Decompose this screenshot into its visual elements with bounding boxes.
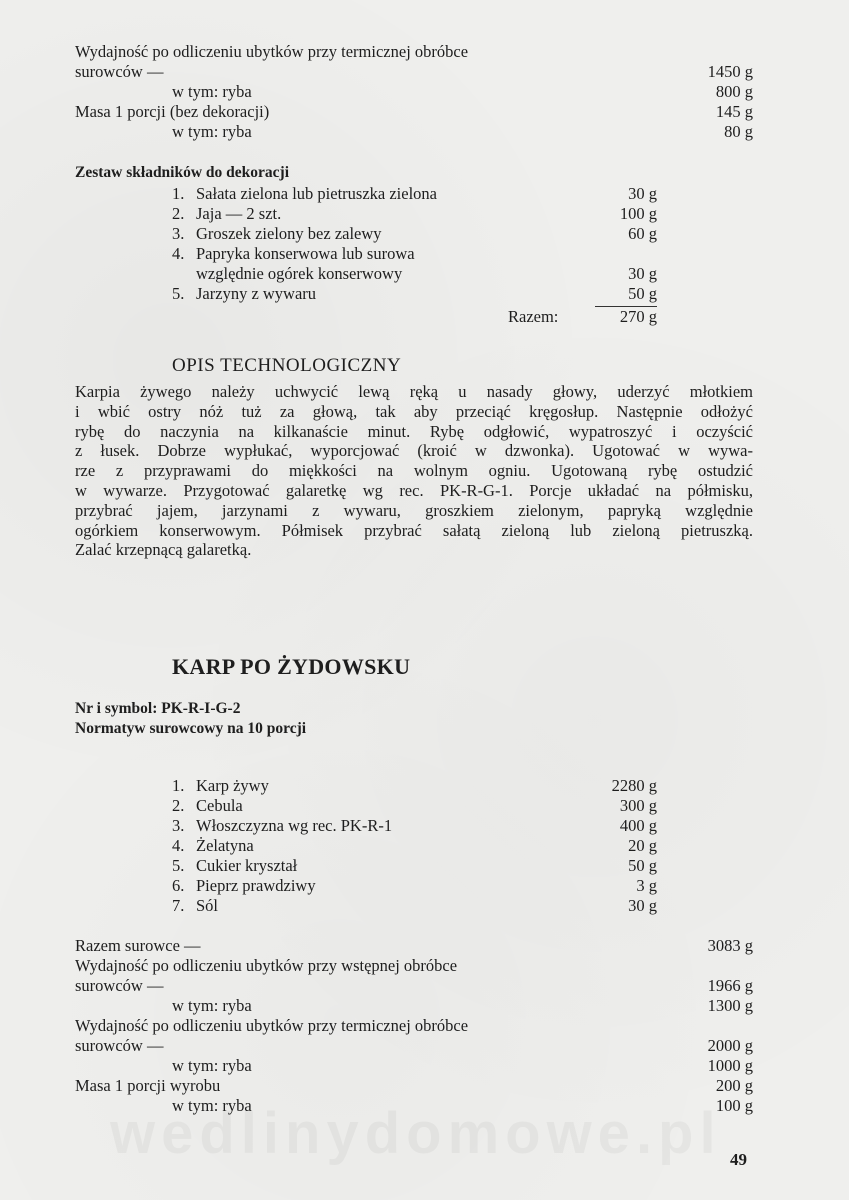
yield-initial-label-cont: surowców —	[75, 976, 164, 995]
item-name: Jaja — 2 szt.	[196, 204, 282, 223]
yield-thermal-label-cont: surowców —	[75, 1036, 164, 1055]
item-number: 4.	[172, 836, 185, 855]
section-heading: OPIS TECHNOLOGICZNY	[172, 355, 402, 376]
item-name: Sól	[196, 896, 219, 915]
list-item	[172, 776, 269, 796]
list-item	[172, 816, 392, 836]
paragraph-line: przybrać jajem, jarzynami z wywaru, groszkiem zielonym, papryką względnie	[75, 500, 753, 520]
paragraph-line: rze z przyprawami do miękkości na wolnym ogniu. Ugotowaną rybę ostudzić	[75, 461, 753, 481]
item-name: Sałata zielona lub pietruszka zielona	[196, 184, 437, 203]
list-item	[172, 184, 437, 204]
item-name: Cebula	[196, 796, 243, 815]
list-item	[172, 284, 316, 304]
item-number: 4.	[172, 244, 185, 263]
portion-value: 145 g	[715, 102, 753, 121]
item-name: Karp żywy	[196, 776, 269, 795]
yield-thermal-value: 2000 g	[707, 1036, 753, 1055]
raw-total-value: 3083 g	[707, 936, 753, 955]
yield-thermal-label-cont: surowców —	[75, 62, 164, 81]
item-number: 7.	[172, 896, 185, 915]
list-item	[172, 796, 243, 816]
item-name: Jarzyny z wywaru	[196, 284, 317, 303]
decoration-heading: Zestaw składników do dekoracji	[75, 164, 290, 181]
item-qty: 20 g	[628, 836, 657, 855]
yield-initial-value: 1966 g	[707, 976, 753, 995]
item-number: 1.	[172, 776, 185, 795]
item-qty: 30 g	[628, 184, 657, 203]
yield-initial-label: Wydajność po odliczeniu ubytków przy wstępnej obróbce	[75, 956, 458, 975]
portion-value: 200 g	[715, 1076, 753, 1095]
paragraph-line: ogórkiem konserwowym. Półmisek przybrać sałatą zieloną lub zieloną pietruszką.	[75, 520, 753, 540]
item-qty: 50 g	[628, 284, 657, 303]
fish-label: w tym: ryba	[172, 996, 252, 1015]
list-item	[172, 836, 254, 856]
portion-label: Masa 1 porcji wyrobu	[75, 1076, 221, 1095]
paragraph-line: Karpia żywego należy uchwycić lewą ręką u nasady głowy, uderzyć młotkiem	[75, 382, 753, 401]
item-number: 3.	[172, 224, 185, 243]
item-qty: 3 g	[636, 876, 657, 895]
paragraph-line: w wywarze. Przygotować galaretkę wg rec. PK-R-G-1. Porcje układać na półmisku,	[75, 480, 753, 500]
total-label: Razem:	[508, 307, 559, 326]
item-qty: 50 g	[628, 856, 657, 875]
item-number: 2.	[172, 796, 185, 815]
item-qty: 60 g	[628, 224, 657, 243]
item-name: Cukier kryształ	[196, 856, 298, 875]
list-item	[172, 876, 316, 896]
raw-total-label: Razem surowce —	[75, 936, 201, 955]
item-number: 1.	[172, 184, 185, 203]
paragraph-line: Zalać krzepnącą galaretką.	[75, 540, 252, 560]
item-qty: 2280 g	[611, 776, 657, 795]
item-name: Żelatyna	[196, 836, 254, 855]
fish-label: w tym: ryba	[172, 82, 252, 101]
yield-thermal-fish-value: 1000 g	[707, 1056, 753, 1075]
total-value: 270 g	[619, 307, 657, 326]
item-number: 2.	[172, 204, 185, 223]
item-name-cont: względnie ogórek konserwowy	[196, 264, 403, 283]
item-number: 5.	[172, 284, 185, 303]
fish-label: w tym: ryba	[172, 122, 252, 141]
item-qty: 400 g	[619, 816, 657, 835]
list-item	[172, 856, 297, 876]
fish-label: w tym: ryba	[172, 1056, 252, 1075]
item-name: Papryka konserwowa lub surowa	[196, 244, 415, 263]
yield-initial-fish-value: 1300 g	[707, 996, 753, 1015]
item-number: 6.	[172, 876, 185, 895]
paragraph-line: z łusek. Dobrze wypłukać, wyporcjować (kroić w dzwonka). Ugotować w wywa-	[75, 441, 753, 461]
list-item	[172, 224, 382, 244]
item-name: Włoszczyzna wg rec. PK-R-1	[196, 816, 393, 835]
item-qty: 100 g	[619, 204, 657, 223]
portion-fish-value: 100 g	[715, 1096, 753, 1115]
item-qty: 300 g	[619, 796, 657, 815]
technology-paragraph	[75, 382, 753, 560]
fish-label: w tym: ryba	[172, 1096, 252, 1115]
recipe-title: KARP PO ŻYDOWSKU	[172, 654, 411, 679]
list-item	[172, 896, 218, 916]
watermark	[110, 1100, 722, 1167]
item-number: 3.	[172, 816, 185, 835]
item-qty: 30 g	[628, 896, 657, 915]
yield-thermal-fish-value: 800 g	[715, 82, 753, 101]
item-name: Groszek zielony bez zalewy	[196, 224, 382, 243]
page-number: 49	[730, 1150, 747, 1169]
yield-thermal-label: Wydajność po odliczeniu ubytków przy termicznej obróbce	[75, 1016, 469, 1035]
yield-thermal-label: Wydajność po odliczeniu ubytków przy termicznej obróbce	[75, 42, 469, 61]
paragraph-line: rybę do naczynia na kilkanaście minut. Rybę odgłowić, wypatroszyć i oczyścić	[75, 421, 753, 441]
item-qty: 30 g	[628, 264, 657, 283]
list-item	[172, 204, 281, 224]
recipe-norm: Normatyw surowcowy na 10 porcji	[75, 720, 307, 737]
yield-thermal-value: 1450 g	[707, 62, 753, 81]
portion-label: Masa 1 porcji (bez dekoracji)	[75, 102, 270, 121]
item-number: 5.	[172, 856, 185, 875]
item-name: Pieprz prawdziwy	[196, 876, 316, 895]
portion-fish-value: 80 g	[724, 122, 753, 141]
paragraph-line: i wbić ostry nóż tuż za głową, tak aby przeciąć kręgosłup. Następnie odłożyć	[75, 401, 753, 421]
recipe-symbol: Nr i symbol: PK-R-I-G-2	[75, 700, 241, 717]
list-item	[172, 244, 415, 264]
